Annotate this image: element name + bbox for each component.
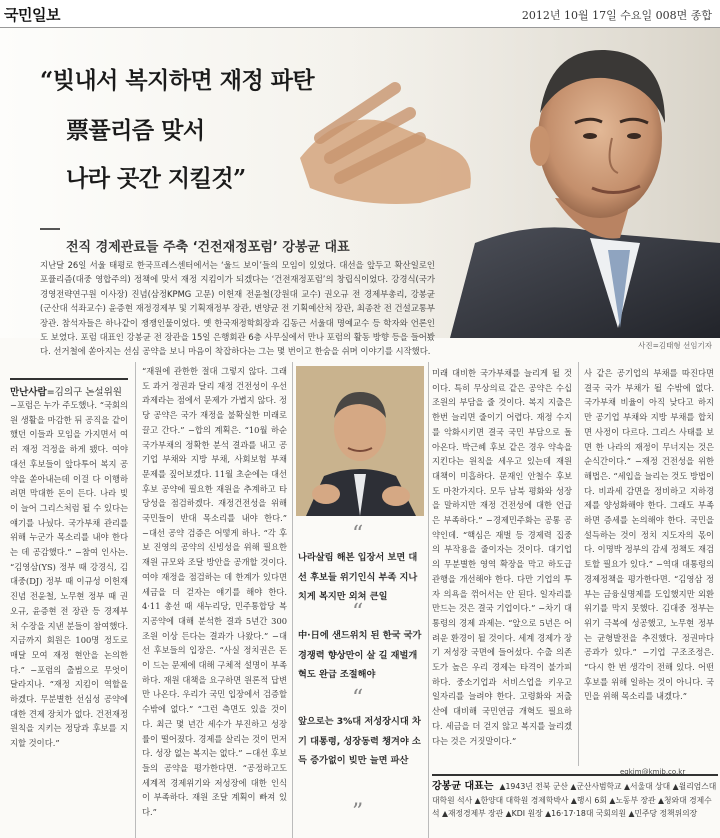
pull-quote-1: 나라살림 해본 입장서 보면 대선 후보들 위기인식 부족 지나치게 복지만 외쳐 큰일 [298, 552, 418, 602]
pull-quote-3: 앞으로는 3%대 저성장시대 차기 대통령, 성장동력 챙겨야 소득 증가없이 빚만 늘면 파산 [298, 716, 421, 766]
article-column-1: −포럼은 누가 주도했나. “국회의원 생활을 마감한 뒤 공직을 같이 했던 이들과 모임을 가지면서 여러 재정 걱정을 하게 됐다. 여야 대선 후보들이 앞다투어 복지 공약을 쏟아내는데 이걸 다 이행하려면 막대한 돈이 든다. 나라 빚이 늘어 그리스처럼 될 수 있다는 얘기를 나눴다. 국가부채 관리를 위해 누군가 목소리를 내야 한다는 데 공감했다.” −참여 인사는. “김영삼(YS) 정부 때 강경식, 김대중(DJ) 정부 때 이규성 이헌재 진념 전윤철, 노무현 정부 때 권오규, 윤증현 전 장관 등 경제부처 수장을 지낸 분들이 참여했다. 지금까지 회원은 100명 정도로 매달 모여 재정 현안을 논의한다.” −포럼의 출범으로 무엇이 달라지나. “재정 지킴이 역할을 하겠다. 무분별한 선심성 공약에 대한 견제 장치가 없다. 건전재정 원칙을 지키는 정당과 후보를 지지할 것이다.” [10, 400, 128, 749]
subtitle-rule [40, 228, 60, 230]
article-column-4: 사 같은 공기업의 부채를 따진다면 결국 국가 부채가 될 수밖에 없다. 국가부채 비율이 아직 낮다고 하지만 공기업 부채와 지방 부채를 합치면 사정이 다르다. 그리스 사태를 보면 한 나라의 재정이 무너지는 것은 순식간이다.” −재정 건전성을 위한 해법은. “세입을 늘리는 것도 방법이다. 비과세 감면을 정비하고 지하경제를 양성화해야 한다. 그래도 부족하면 증세를 논의해야 한다. 국민을 설득하는 것이 정치 지도자의 몫이다. 이명박 정부의 감세 정책도 재검토할 필요가 있다.” −역대 대통령의 경제정책을 평가한다면. “김영삼 정부는 금융실명제를 도입했지만 외환위기를 막지 못했다. 김대중 정부는 위기 극복에 성공했고, 노무현 정부는 균형발전을 추진했다. 정권마다 공과가 있다.” −기업 구조조정은. “다시 한 번 생각이 전해 있다. 어떤 후보를 위해 일하는 것이 아니다. 국민을 위해 목소리를 내겠다.” [584, 368, 714, 702]
column-divider [428, 362, 429, 838]
quote-mark-icon: “ [352, 600, 364, 625]
column-divider [578, 362, 579, 766]
byline [10, 378, 128, 398]
headline-quote-line-1: “빚내서 복지하면 재정 파탄 [40, 67, 315, 94]
quote-mark-icon: ” [352, 800, 364, 825]
photo-credit: 사진=김태형 선임기자 [638, 341, 712, 350]
pull-quote-2: 中·日에 샌드위치 된 한국 국가경쟁력 향상만이 살 길 재벌개혁도 완급 조절해야 [298, 630, 422, 680]
headline-quote-line-2: 票퓰리즘 맞서 [66, 117, 205, 144]
column-divider [292, 362, 293, 838]
byline-section: 만난사람 [10, 387, 47, 398]
column-divider [135, 362, 136, 838]
profile-box [432, 774, 718, 838]
inset-portrait-photo [296, 366, 424, 516]
article-column-3: 미래 대비한 국가부채를 늘리게 될 것이다. 특히 무상의료 같은 공약은 수십조원의 부담을 줄 것이다. 복지 지출은 한번 늘리면 줄이기 어렵다. 재정 수지를 악화시키면 결국 국민 부담으로 돌아온다. 박근혜 후보 같은 경우 약속을 지킨다는 원칙을 세우고 있는데 재원 대책이 미흡하다. 문재인 안철수 후보도 마찬가지다. 모두 남북 평화와 성장을 말하지만 재정 건전성에 대한 언급은 부족하다.” −경제민주화는 공통 공약인데. “핵심은 재벌 등 경제력 집중의 부작용을 줄이자는 것이다. 대기업의 무분별한 영역 확장을 막고 하도급 관행을 개선해야 한다. 다만 기업의 투자 의욕을 꺾어서는 안 된다. 일자리를 만드는 것은 결국 기업이다.” −차기 대통령의 경제 과제는. “앞으로 5년은 어려운 환경이 될 것이다. 세계 경제가 장기 저성장 국면에 들어섰다. 수출 의존도가 높은 우리 경제는 타격이 불가피하다. 중소기업과 서비스업을 키우고 일자리를 늘려야 한다. 고령화와 저출산에 대비해 국민연금 개혁도 필요하다. 세금을 더 걷지 않고 복지를 늘리겠다는 것은 거짓말이다.” [432, 368, 572, 746]
lede-paragraph: 지난달 26일 서울 태평로 한국프레스센터에서는 ‘울드 보이’들의 모임이 있었다. 대선을 앞두고 확산일로인 포퓰리즘(대중 영합주의) 정책에 맞서 재정 지킴이가 되겠다는 ‘건전재정포럼’의 창립식이었다. 강경식(국가경영전략연구원 이사장) 진념(삼정KPMG 고문) 이헌재 전윤철(강원대 교수) 권오규 전 경제부총리, 강봉균(군산대 석좌교수) 윤증현 재정경제부 및 기획재정부 장관, 변양균 전 기획예산처 장관, 최종찬 전 건설교통부 장관. 참석자들은 하나같이 쟁쟁인물이었다. 옛 한국재정학회장과 김동근 서울대 명예교수 등 학자와 언론인도 보였다. 포럼 대표인 강봉균 전 장관을 15일 은행회관 6층 사무실에서 만나 포럼의 활동 방향 등을 들어봤다. 선거철에 쏟아지는 선심 공약을 보니 마음이 착잡하다는 그는 몇 번이고 한숨을 쉬며 이야기를 시작했다. [40, 260, 435, 357]
dateline: 2012년 10월 17일 수요일 008면 종합 [521, 9, 712, 22]
reporter-email: egkim@kmib.co.kr [620, 768, 686, 776]
hero-section [0, 28, 720, 357]
byline-writer: =김의구 논설위원 [46, 387, 122, 398]
newspaper-logo: 국민일보 [4, 6, 60, 24]
profile-name: 강봉균 대표는 [432, 781, 494, 792]
article-column-2: “재원에 관한한 절대 그렇지 않다. 그래도 과거 정권과 달리 재정 건전성이 우선 과제라는 점에서 문제가 가볍지 않다. 정당 공약은 국가 재정을 불확실한 미래로 끌고 간다.” −합의 계획은. “10월 하순 국가부채의 정확한 분석 결과를 내고 공기업 부채와 지방 부채, 사회보험 부채 문제를 짚어보겠다. 11월 초순에는 대선 후보 공약에 필요한 재원을 추계하고 타당성을 점검하겠다. 재정건전성을 위해 국민들이 반대 목소리를 내야 한다.” −대선 공약 검증은 어떻게 하나. “각 후보 진영의 공약의 신빙성을 위해 필요한 재원 규모와 조달 방안을 공개할 것이다. 여야 재정을 점검하는 데 한계가 있다면 세금을 더 걷자는 얘기를 해야 한다. 4·11 총선 때 새누리당, 민주통합당 복지공약에 대해 분석한 결과 5년간 300조원 이상 든다는 결과가 나왔다.” −대선 후보들의 입장은. “사실 정치권은 돈이 드는 문제에 대해 구체적 설명이 부족하다. 재원 대책을 요구하면 원론적 답변만 나온다. 우리가 국민 입장에서 검증할 수밖에 없다.” “그런 측면도 있을 것이다. 최근 몇 년간 세수가 부진하고 성장률이 떨어졌다. 경제를 살리는 것이 먼저다. 성장 없는 복지는 없다.” −대선 후보들의 공약을 평가한다면. “공정하고도 세계적 경제위기와 저성장에 대한 인식이 부족하다. 재원 조달 계획이 빠져 있다.” [142, 366, 287, 818]
profile-text: ▲1943년 전북 군산 ▲군산사범학교 ▲서울대 상대 ▲윌리엄스대 대학원 석사 ▲한양대 대학원 경제학박사 ▲행시 6회 ▲노동부 장관 ▲청와대 경제수석 ▲재정경제부 장관 ▲KDI 원장 ▲16·17·18대 국회의원 ▲민주당 정책위의장 [432, 782, 717, 818]
headline-quote-line-3: 나라 곳간 지킬것” [66, 165, 246, 192]
quote-mark-icon: “ [352, 686, 364, 711]
masthead [0, 0, 720, 28]
quote-mark-icon: “ [352, 522, 364, 547]
headline-subtitle: 전직 경제관료들 주축 ‘건전재정포럼’ 강봉균 대표 [66, 240, 350, 255]
